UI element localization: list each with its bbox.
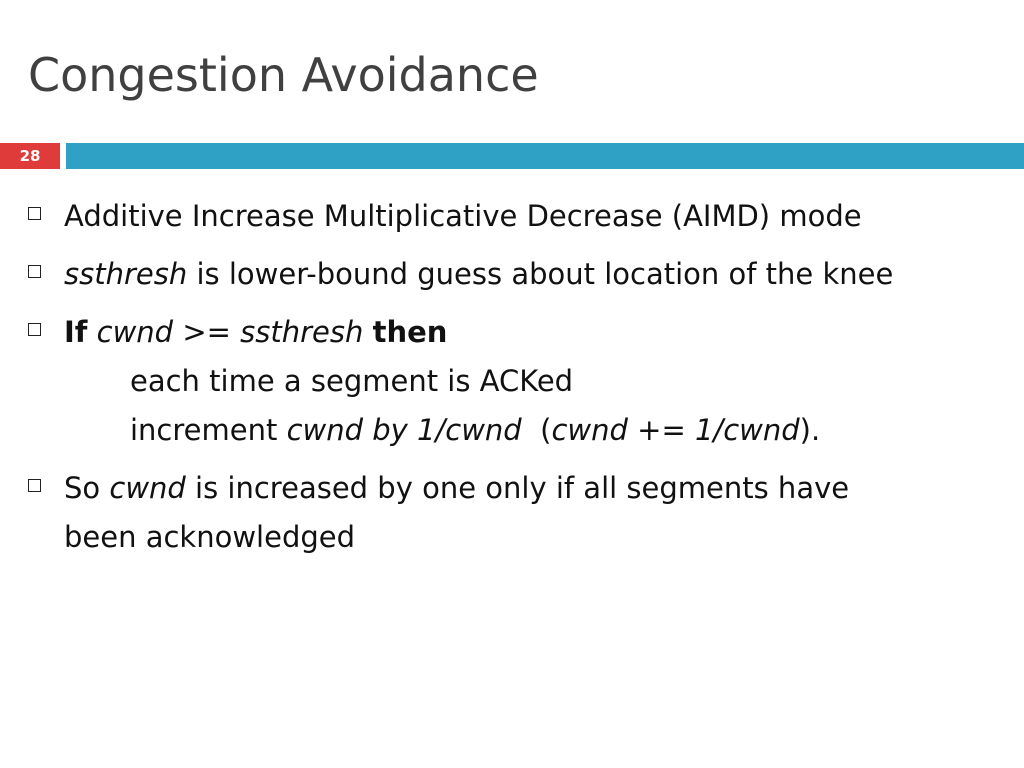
so-text: So	[64, 471, 110, 505]
condition-body-line-1: each time a segment is ACKed	[130, 364, 574, 398]
square-bullet-icon	[28, 207, 41, 220]
keyword-if: If	[64, 315, 88, 349]
condition-body-line-2	[64, 406, 1008, 455]
bullet-so-cwnd	[28, 464, 1008, 562]
slide-number-badge	[0, 143, 60, 169]
cwnd-term: cwnd	[109, 471, 186, 505]
slide-title: Congestion Avoidance	[28, 48, 539, 102]
bullet-line-2: been acknowledged	[64, 520, 356, 554]
bullet-line-1	[64, 464, 1008, 513]
cwnd-update-formula: cwnd += 1/cwnd	[551, 413, 800, 447]
square-bullet-icon	[28, 479, 41, 492]
bullet-text: Additive Increase Multiplicative Decrease (AIMD) mode	[64, 199, 862, 233]
paren-close: ).	[799, 413, 821, 447]
bullet-text: is increased by one only if all segments have	[185, 471, 850, 505]
bullet-text: is lower-bound guess about location of the knee	[187, 257, 894, 291]
slide-number: 28	[19, 147, 41, 165]
header-divider-bar	[66, 143, 1024, 169]
bullet-if-cwnd	[28, 308, 1008, 455]
bullet-list	[28, 192, 1008, 571]
cwnd-term: cwnd	[96, 315, 174, 349]
bullet-ssthresh	[28, 250, 1008, 299]
operator-ge: >=	[182, 315, 231, 349]
square-bullet-icon	[28, 265, 41, 278]
ssthresh-term: ssthresh	[64, 257, 188, 291]
condition-line	[64, 308, 1008, 357]
keyword-then: then	[372, 315, 448, 349]
bullet-aimd	[28, 192, 1008, 241]
increment-text: increment	[130, 413, 287, 447]
paren-open: (	[521, 413, 552, 447]
ssthresh-term: ssthresh	[240, 315, 364, 349]
cwnd-formula: cwnd by 1/cwnd	[286, 413, 522, 447]
square-bullet-icon	[28, 323, 41, 336]
